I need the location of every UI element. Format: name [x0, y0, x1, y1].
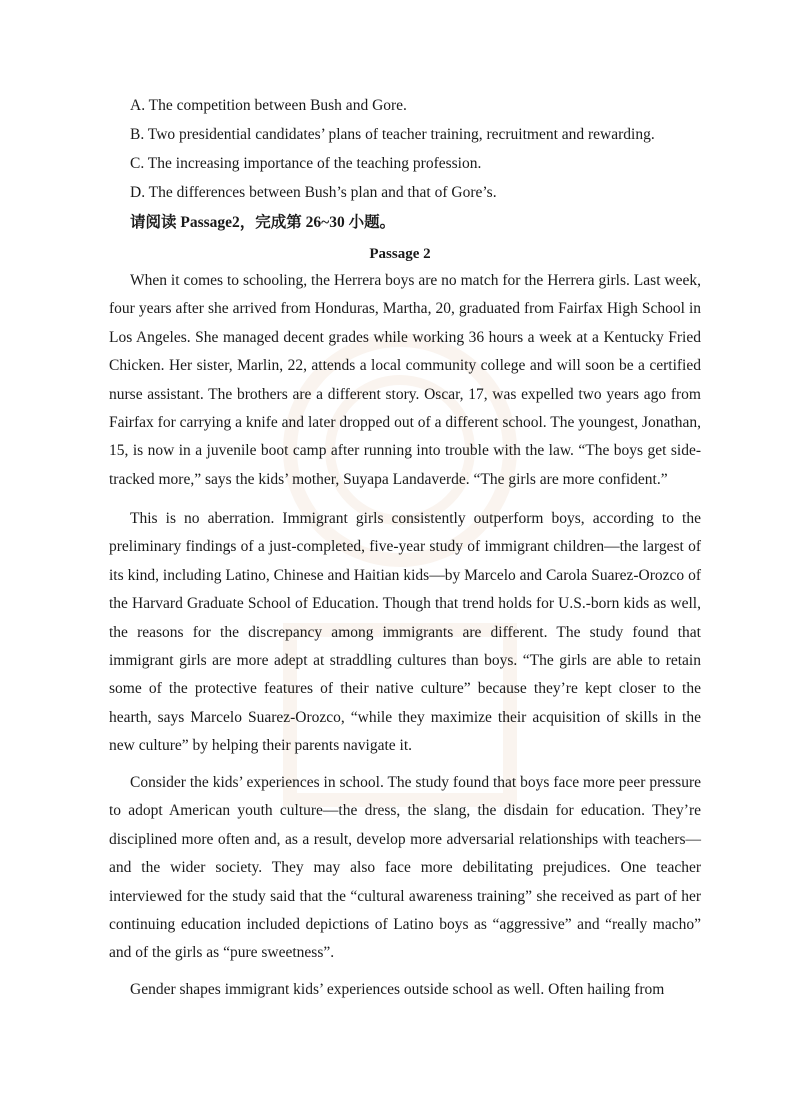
paragraph-3: Consider the kids’ experiences in school. The study found that boys face more peer pressure to adopt American youth culture—the dress, the slang, the disdain for education. They’re disciplined more often and, as a result, develop more adversarial relationships with teachers—and the wider society. They may also face more debilitating prejudices. One teacher interviewed for the study said that the “cultural awareness training” she received as part of her continuing education included depictions of Latino boys as “aggressive” and “really macho” and of the girls as “pure sweetness”.	[109, 774, 701, 962]
option-a: A. The competition between Bush and Gore.	[130, 97, 407, 114]
reading-instruction: 请阅读 Passage2，完成第 26~30 小题。	[130, 214, 396, 231]
option-b: B. Two presidential candidates’ plans of teacher training, recruitment and rewarding.	[130, 126, 655, 143]
paragraph-4: Gender shapes immigrant kids’ experiences outside school as well. Often hailing from	[130, 981, 665, 998]
option-d: D. The differences between Bush’s plan and that of Gore’s.	[130, 184, 497, 201]
paragraph-1: When it comes to schooling, the Herrera boys are no match for the Herrera girls. Last week, four years after she arrived from Honduras, Martha, 20, graduated from Fairfax High School in Los Angeles. She managed decent grades while working 36 hours a week at a Kentucky Fried Chicken. Her sister, Marlin, 22, attends a local community college and will soon be a certified nurse assistant. The brothers are a different story. Oscar, 17, was expelled two years ago from Fairfax for carrying a knife and later dropped out of a different school. The youngest, Jonathan, 15, is now in a juvenile boot camp after running into trouble with the law. “The boys get side-tracked more,” says the kids’ mother, Suyapa Landaverde. “The girls are more confident.”	[109, 272, 701, 488]
paragraph-2: This is no aberration. Immigrant girls consistently outperform boys, according to the preliminary findings of a just-completed, five-year study of immigrant children—the largest of its kind, including Latino, Chinese and Haitian kids—by Marcelo and Carola Suarez-Orozco of the Harvard Graduate School of Education. Though that trend holds for U.S.-born kids as well, the reasons for the discrepancy among immigrants are different. The study found that immigrant girls are more adept at straddling cultures than boys. “The girls are able to retain some of the protective features of their native culture” because they’re kept closer to the hearth, says Marcelo Suarez-Orozco, “while they maximize their acquisition of skills in the new culture” by helping their parents navigate it.	[109, 510, 701, 755]
passage-title: Passage 2	[369, 246, 431, 262]
option-c: C. The increasing importance of the teaching profession.	[130, 155, 482, 172]
